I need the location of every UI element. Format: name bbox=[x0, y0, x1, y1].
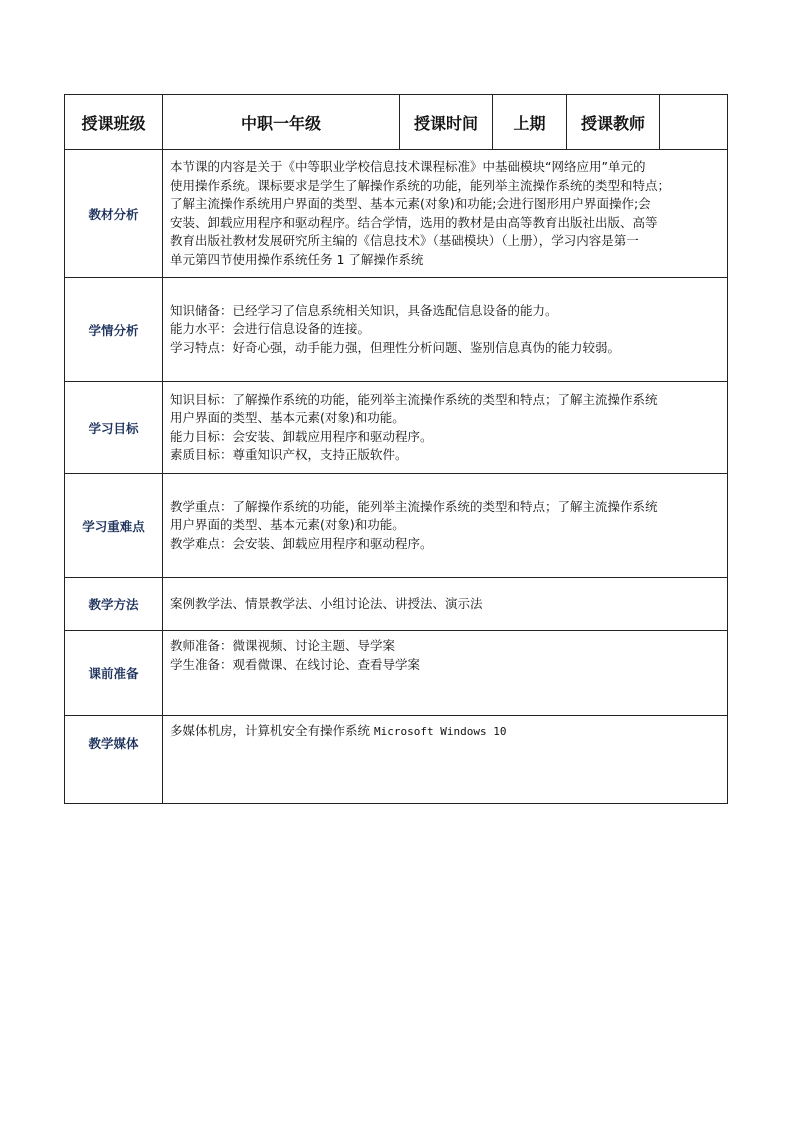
material-line: 本节课的内容是关于《中等职业学校信息技术课程标准》中基础模块“网络应用”单元的 bbox=[170, 159, 646, 174]
goals-line: 知识目标：了解操作系统的功能，能列举主流操作系统的类型和特点；了解主流操作系统 bbox=[170, 391, 658, 407]
prep-line: 教师准备：微课视频、讨论主题、导学案 bbox=[170, 638, 396, 653]
methods-content bbox=[163, 578, 728, 631]
time-value: 上期 bbox=[493, 95, 567, 150]
methods-row bbox=[65, 578, 728, 631]
media-label: 教学媒体 bbox=[65, 716, 163, 804]
learner-row bbox=[65, 278, 728, 382]
goals-label: 学习目标 bbox=[65, 382, 163, 474]
learner-line: 知识储备：已经学习了信息系统相关知识，具备选配信息设备的能力。 bbox=[170, 302, 558, 318]
goals-line: 能力目标：会安装、卸载应用程序和驱动程序。 bbox=[170, 428, 433, 444]
methods-label: 教学方法 bbox=[65, 578, 163, 631]
material-line: 单元第四节使用操作系统任务 1 了解操作系统 bbox=[170, 251, 424, 267]
methods-line: 案例教学法、情景教学法、小组讨论法、讲授法、演示法 bbox=[170, 595, 483, 611]
media-os: Microsoft Windows 10 bbox=[373, 725, 507, 738]
goals-row bbox=[65, 382, 728, 474]
keypoints-line: 教学重点：了解操作系统的功能，能列举主流操作系统的类型和特点；了解主流操作系统 bbox=[170, 498, 658, 514]
media-content bbox=[163, 716, 728, 804]
keypoints-content bbox=[163, 474, 728, 578]
time-label: 授课时间 bbox=[400, 95, 493, 150]
prep-line: 学生准备：观看微课、在线讨论、查看导学案 bbox=[170, 656, 421, 672]
header-row bbox=[65, 95, 728, 150]
lesson-plan-table bbox=[64, 94, 728, 804]
keypoints-line: 教学难点：会安装、卸载应用程序和驱动程序。 bbox=[170, 535, 433, 551]
learner-label: 学情分析 bbox=[65, 278, 163, 382]
goals-line: 用户界面的类型、基本元素(对象)和功能。 bbox=[170, 410, 405, 425]
prep-label: 课前准备 bbox=[65, 631, 163, 716]
goals-content bbox=[163, 382, 728, 474]
prep-content bbox=[163, 631, 728, 716]
keypoints-row bbox=[65, 474, 728, 578]
material-line: 安装、卸载应用程序和驱动程序。结合学情，选用的教材是由高等教育出版社出版、高等 bbox=[170, 214, 658, 230]
learner-line: 能力水平：会进行信息设备的连接。 bbox=[170, 321, 371, 337]
material-line: 使用操作系统。课标要求是学生了解操作系统的功能，能列举主流操作系统的类型和特点； bbox=[170, 177, 671, 193]
keypoints-label: 学习重难点 bbox=[65, 474, 163, 578]
learner-line: 学习特点：好奇心强，动手能力强，但理性分析问题、鉴别信息真伪的能力较弱。 bbox=[170, 339, 621, 355]
material-line: 了解主流操作系统用户界面的类型、基本元素(对象)和功能;会进行图形用户界面操作;会 bbox=[170, 196, 651, 211]
material-content bbox=[163, 150, 728, 278]
media-row bbox=[65, 716, 728, 804]
prep-row bbox=[65, 631, 728, 716]
material-row bbox=[65, 150, 728, 278]
material-label: 教材分析 bbox=[65, 150, 163, 278]
teacher-label: 授课教师 bbox=[567, 95, 660, 150]
learner-content bbox=[163, 278, 728, 382]
class-value: 中职一年级 bbox=[163, 95, 400, 150]
media-text: 多媒体机房，计算机安全有操作系统 bbox=[170, 723, 374, 738]
goals-line: 素质目标：尊重知识产权，支持正版软件。 bbox=[170, 447, 408, 462]
keypoints-line: 用户界面的类型、基本元素(对象)和功能。 bbox=[170, 517, 405, 533]
class-label: 授课班级 bbox=[65, 95, 163, 150]
teacher-value bbox=[660, 95, 728, 150]
material-line: 教育出版社教材发展研究所主编的《信息技术》（基础模块）（上册），学习内容是第一 bbox=[170, 233, 639, 248]
